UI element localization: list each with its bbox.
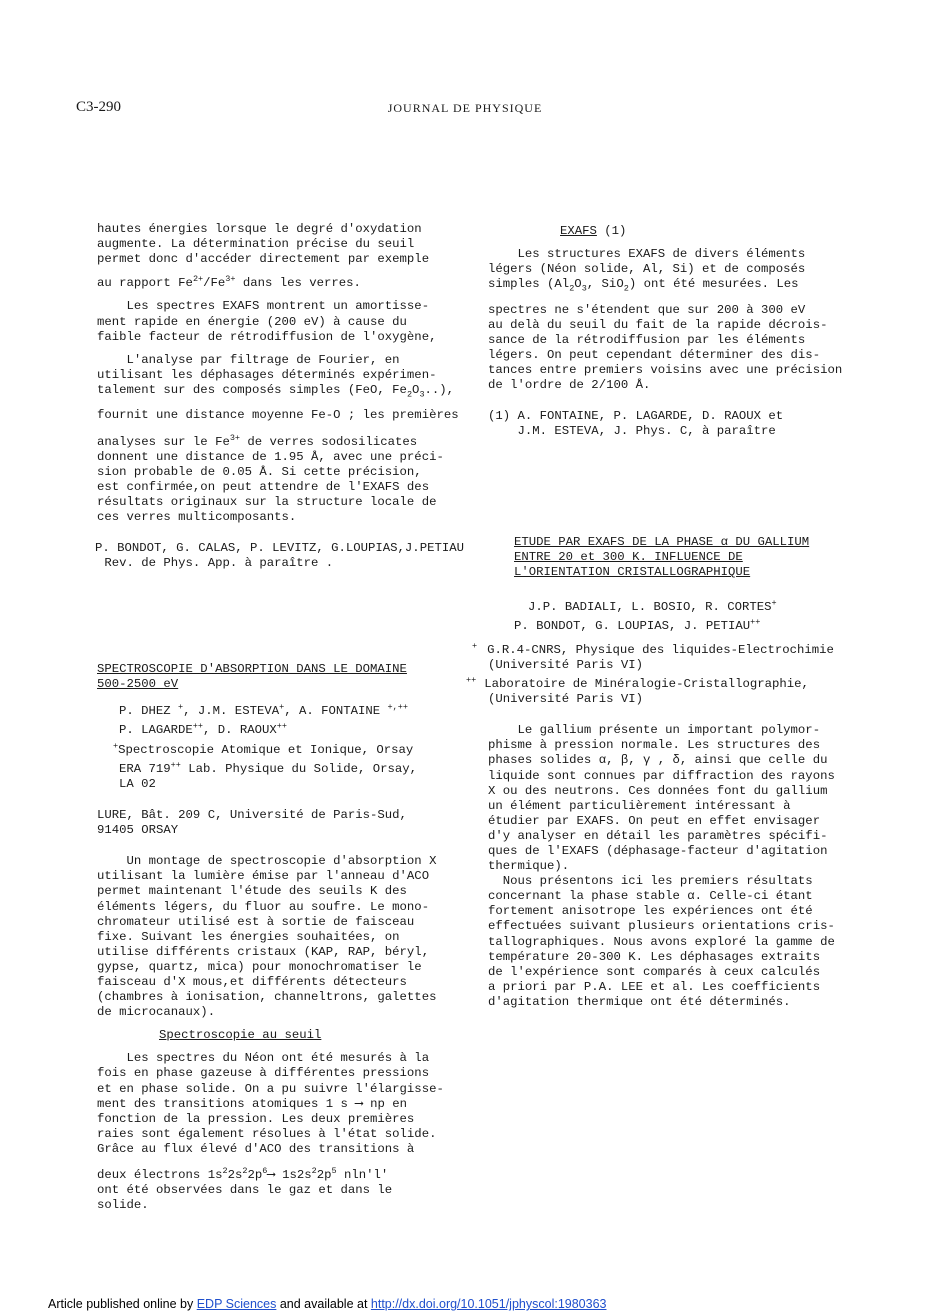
text-line: augmente. La détermination précise du seuil xyxy=(97,237,415,252)
text-line: fonction de la pression. Les deux premières xyxy=(97,1111,415,1126)
text-line: un élément particulièrement intéressant à xyxy=(488,798,791,813)
text-line: X ou des neutrons. Ces données font du gallium xyxy=(488,783,828,798)
text-line: d'y analyser en détail les paramètres spécifi- xyxy=(488,828,828,843)
text-line: hautes énergies lorsque le degré d'oxydation xyxy=(97,222,422,236)
text-line: raies sont également résolues à l'état solide. xyxy=(97,1126,437,1141)
edp-sciences-link[interactable]: EDP Sciences xyxy=(196,1297,277,1311)
text-line: talement sur des composés simples (FeO, $Fe_2O_3$..), xyxy=(97,382,455,400)
text-line: sance de la rétrodiffusion par les éléments xyxy=(488,333,806,348)
text-line: permet donc d'accéder directement par exemple xyxy=(97,252,430,267)
text-line: phases solides α, β, γ , δ, ainsi que celle du xyxy=(488,753,828,768)
text-line: analyses sur le $Fe^{3+}$ de verres sodosilicates xyxy=(97,432,418,449)
text-line: Un montage de spectroscopie d'absorption X xyxy=(97,854,437,869)
affiliation-line: + G.R.4-CNRS, Physique des liquides-Electrochimie xyxy=(472,640,834,657)
reference: P. BONDOT, G. CALAS, P. LEVITZ, G.LOUPIAS,J.PETIAU xyxy=(95,541,464,556)
address-line: LURE, Bât. 209 C, Université de Paris-Sud, xyxy=(97,808,407,823)
text-line: Grâce au flux élevé d'ACO des transitions à xyxy=(97,1141,415,1156)
text-line: de microcanaux). xyxy=(97,1005,216,1020)
gallium-section xyxy=(466,535,838,1010)
affiliation-line: ++ Laboratoire de Minéralogie-Cristallographie, xyxy=(466,674,809,692)
text-line: résultats originaux sur la structure locale de xyxy=(97,495,437,510)
text-line: effectuées suivant plusieurs orientations cris- xyxy=(488,919,835,934)
text-line: ment rapide en énergie (200 eV) à cause du xyxy=(97,314,407,329)
author-line: P. LAGARDE++, D. RAOUX++ xyxy=(119,721,287,738)
text-line: utilise différents cristaux (KAP, RAP, béryl, xyxy=(97,944,430,959)
text-line: de l'ordre de 2/100 Å. xyxy=(488,378,651,393)
text-line: spectres ne s'étendent que sur 200 à 300 eV xyxy=(488,302,806,317)
section-title: L'ORIENTATION CRISTALLOGRAPHIQUE xyxy=(514,565,751,580)
arrow-icon: ⟶ xyxy=(355,1096,363,1111)
equation-line: deux électrons $1s^22s^22p^6⟶$ $1s2s^22p^5$ nln'l' xyxy=(97,1166,389,1183)
text-line: est confirmée,on peut attendre de l'EXAFS des xyxy=(97,479,430,494)
subsection-title: Spectroscopie au seuil xyxy=(159,1028,322,1043)
reference: J.M. ESTEVA, J. Phys. C, à paraître xyxy=(488,424,776,439)
text-line: fois en phase gazeuse à différentes pressions xyxy=(97,1066,430,1081)
text-line: légers (Néon solide, Al, Si) et de composés xyxy=(488,262,806,277)
author-line: P. DHEZ +, J.M. ESTEVA+, A. FONTAINE +,++ xyxy=(119,702,408,719)
text-line: phisme à pression normale. Les structures des xyxy=(488,738,821,753)
text-line: a priori par P.A. LEE et al. Les coefficients xyxy=(488,979,821,994)
left-column xyxy=(95,222,464,571)
affiliation-line: (Université Paris VI) xyxy=(488,692,643,707)
text-line: (chambres à ionisation, channeltrons, galettes xyxy=(97,990,437,1005)
text-line: au rapport $Fe^{2+}/Fe^{3+}$ dans les verres. xyxy=(97,274,361,291)
section-title: SPECTROSCOPIE D'ABSORPTION DANS LE DOMAINE xyxy=(97,662,407,676)
text-line: ces verres multicomposants. xyxy=(97,510,297,525)
text-line: Les spectres EXAFS montrent un amortisse- xyxy=(97,299,430,314)
address-line: 91405 ORSAY xyxy=(97,823,179,838)
text-line: utilisant la lumière émise par l'anneau d'ACO xyxy=(97,869,430,884)
page-number: C3-290 xyxy=(76,99,121,115)
absorption-section xyxy=(97,662,457,1213)
text-line: chromateur utilisé est à sortie de faisceau xyxy=(97,914,415,929)
text-line: fortement anisotrope les expériences ont été xyxy=(488,904,813,919)
section-title: EXAFS (1) xyxy=(560,224,627,238)
text-line: liquide sont connues par diffraction des rayons xyxy=(488,768,835,783)
affiliation-line: ERA 719++ Lab. Physique du Solide, Orsay, xyxy=(119,759,417,776)
text-line: Le gallium présente un important polymor- xyxy=(488,723,821,738)
text-line: faible facteur de rétrodiffusion de l'oxygène, xyxy=(97,329,437,344)
text-line: tances entre premiers voisins avec une précision xyxy=(488,363,843,378)
affiliation-line: LA 02 xyxy=(119,776,156,791)
text-line: utilisant les déphasages déterminés expérimen- xyxy=(97,367,437,382)
section-title: 500-2500 eV xyxy=(97,677,179,692)
author-line: J.P. BADIALI, L. BOSIO, R. CORTES+ xyxy=(528,598,777,615)
text-line: faisceau d'X mous,et différents détecteurs xyxy=(97,974,407,989)
text-line: thermique). xyxy=(488,859,570,874)
text-line: étudier par EXAFS. On peut en effet envisager xyxy=(488,813,821,828)
text-line: fixe. Suivant les énergies souhaitées, on xyxy=(97,929,400,944)
reference: (1) A. FONTAINE, P. LAGARDE, D. RAOUX et xyxy=(488,409,784,424)
text-line: fournit une distance moyenne Fe-O ; les premières xyxy=(97,408,459,423)
section-title: ETUDE PAR EXAFS DE LA PHASE α DU GALLIUM xyxy=(514,535,810,549)
text-line: permet maintenant l'étude des seuils K des xyxy=(97,884,407,899)
text-line: simples ($Al_2O_3$, SiO$_2$) ont été mesurées. Les xyxy=(488,277,799,294)
text-line: de l'expérience sont comparés à ceux calculés xyxy=(488,964,821,979)
text-line: et en phase solide. On a pu suivre l'élargisse- xyxy=(97,1081,444,1096)
affiliation-line: +Spectroscopie Atomique et Ionique, Orsay xyxy=(113,740,414,757)
text-line: L'analyse par filtrage de Fourier, en xyxy=(97,352,400,367)
text-line: sion probable de 0.05 Å. Si cette précision, xyxy=(97,464,422,479)
affiliation-line: (Université Paris VI) xyxy=(488,657,643,672)
right-column xyxy=(488,224,843,440)
doi-link[interactable]: http://dx.doi.org/10.1051/jphyscol:1980363 xyxy=(370,1297,607,1311)
text-line: Nous présentons ici les premiers résultats xyxy=(488,874,813,889)
author-line: P. BONDOT, G. LOUPIAS, J. PETIAU++ xyxy=(514,617,761,634)
text-line: donnent une distance de 1.95 Å, avec une préci- xyxy=(97,449,444,464)
text-line: Les structures EXAFS de divers éléments xyxy=(488,247,806,262)
text-line: légers. On peut cependant déterminer des dis- xyxy=(488,348,821,363)
arrow-icon: ⟶ xyxy=(267,1168,275,1183)
text-line: au delà du seuil du fait de la rapide décrois- xyxy=(488,317,828,332)
text-line: solide. xyxy=(97,1198,149,1213)
text-line: tallographiques. Nous avons exploré la gamme de xyxy=(488,934,835,949)
footer-note: Article published online by EDP Sciences and available at http://dx.doi.org/10.1051/jphyscol:1980363 xyxy=(48,1297,607,1311)
text-line: ques de l'EXAFS (déphasage-facteur d'agitation xyxy=(488,843,828,858)
text-line: d'agitation thermique ont été déterminés. xyxy=(488,994,791,1009)
text-line: concernant la phase stable α. Celle-ci étant xyxy=(488,889,813,904)
text-line: éléments légers, du fluor au soufre. Le mono- xyxy=(97,899,430,914)
text-line: température 20-300 K. Les déphasages extraits xyxy=(488,949,821,964)
text-line: gypse, quartz, mica) pour monochromatiser le xyxy=(97,959,422,974)
text-line: ment des transitions atomiques 1 s ⟶ np en xyxy=(97,1096,407,1111)
text-line: Les spectres du Néon ont été mesurés à la xyxy=(97,1051,430,1066)
text-line: ont été observées dans le gaz et dans le xyxy=(97,1183,393,1198)
journal-title: JOURNAL DE PHYSIQUE xyxy=(387,101,543,115)
section-title: ENTRE 20 et 300 K. INFLUENCE DE xyxy=(514,550,743,565)
reference: Rev. de Phys. App. à paraître . xyxy=(97,556,334,571)
